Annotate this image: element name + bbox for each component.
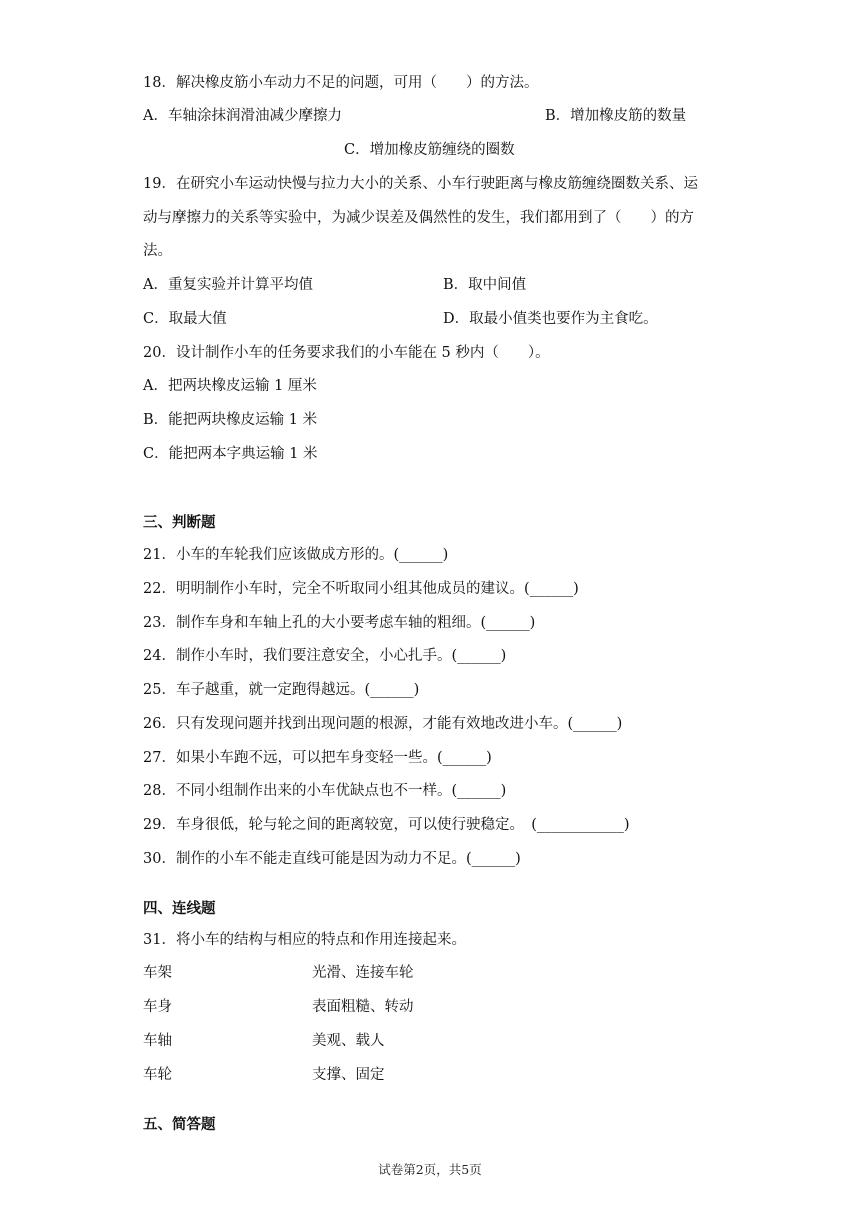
- matching-right-item: 支撑、固定: [312, 1067, 385, 1083]
- section5-title: 五、简答题: [143, 1116, 216, 1133]
- matching-right-item: 光滑、连接车轮: [312, 965, 414, 981]
- matching-right-item: 表面粗糙、转动: [312, 999, 414, 1015]
- q18-stem: 18．解决橡皮筋小车动力不足的问题，可用（ ）的方法。: [143, 75, 539, 91]
- matching-right-item: 美观、载人: [312, 1033, 385, 1049]
- matching-question: 31．将小车的结构与相应的特点和作用连接起来。: [143, 932, 466, 948]
- q19-option-b: B．取中间值: [443, 277, 527, 293]
- judge-item-26: 26．只有发现问题并找到出现问题的根源，才能有效地改进小车。(______): [143, 716, 623, 732]
- page-footer: 试卷第2页，共5页: [378, 1162, 482, 1177]
- q18-option-a: A．车轴涂抹润滑油减少摩擦力: [143, 108, 342, 124]
- q19-option-c: C．取最大值: [143, 311, 227, 327]
- q20-option-c: C．能把两本字典运输 1 米: [143, 446, 318, 462]
- q20-stem: 20．设计制作小车的任务要求我们的小车能在 5 秒内（ ）。: [143, 345, 550, 361]
- q20-option-a: A．把两块橡皮运输 1 厘米: [143, 378, 317, 394]
- matching-left-item: 车轴: [143, 1033, 172, 1049]
- judge-item-30: 30．制作的小车不能走直线可能是因为动力不足。(______): [143, 851, 521, 867]
- q19-option-a: A．重复实验并计算平均值: [143, 277, 313, 293]
- matching-left-item: 车轮: [143, 1067, 172, 1083]
- judge-item-27: 27．如果小车跑不远，可以把车身变轻一些。(______): [143, 750, 492, 766]
- section3-title: 三、判断题: [143, 514, 216, 531]
- judge-item-22: 22．明明制作小车时，完全不听取同小组其他成员的建议。(______): [143, 581, 579, 597]
- q18-option-c: C．增加橡皮筋缠绕的圈数: [344, 142, 515, 158]
- q19-stem-line3: 法。: [143, 243, 172, 259]
- q19-stem-line1: 19．在研究小车运动快慢与拉力大小的关系、小车行驶距离与橡皮筋缠绕圈数关系、运: [143, 176, 698, 192]
- section4-title: 四、连线题: [143, 900, 216, 917]
- judge-item-28: 28．不同小组制作出来的小车优缺点也不一样。(______): [143, 783, 507, 799]
- judge-item-29: 29．车身很低，轮与轮之间的距离较宽，可以使行驶稳定。 (____________): [143, 817, 630, 833]
- q18-option-b: B．增加橡皮筋的数量: [545, 108, 687, 124]
- q19-stem-line2: 动与摩擦力的关系等实验中，为减少误差及偶然性的发生，我们都用到了（ ）的方: [143, 210, 694, 226]
- judge-item-25: 25．车子越重，就一定跑得越远。(______): [143, 682, 420, 698]
- judge-item-21: 21．小车的车轮我们应该做成方形的。(______): [143, 547, 449, 563]
- q20-option-b: B．能把两块橡皮运输 1 米: [143, 412, 318, 428]
- matching-left-item: 车身: [143, 999, 172, 1015]
- matching-left-item: 车架: [143, 965, 172, 981]
- judge-item-23: 23．制作车身和车轴上孔的大小要考虑车轴的粗细。(______): [143, 615, 536, 631]
- q19-option-d: D．取最小值类也要作为主食吃。: [443, 311, 658, 327]
- judge-item-24: 24．制作小车时，我们要注意安全，小心扎手。(______): [143, 648, 507, 664]
